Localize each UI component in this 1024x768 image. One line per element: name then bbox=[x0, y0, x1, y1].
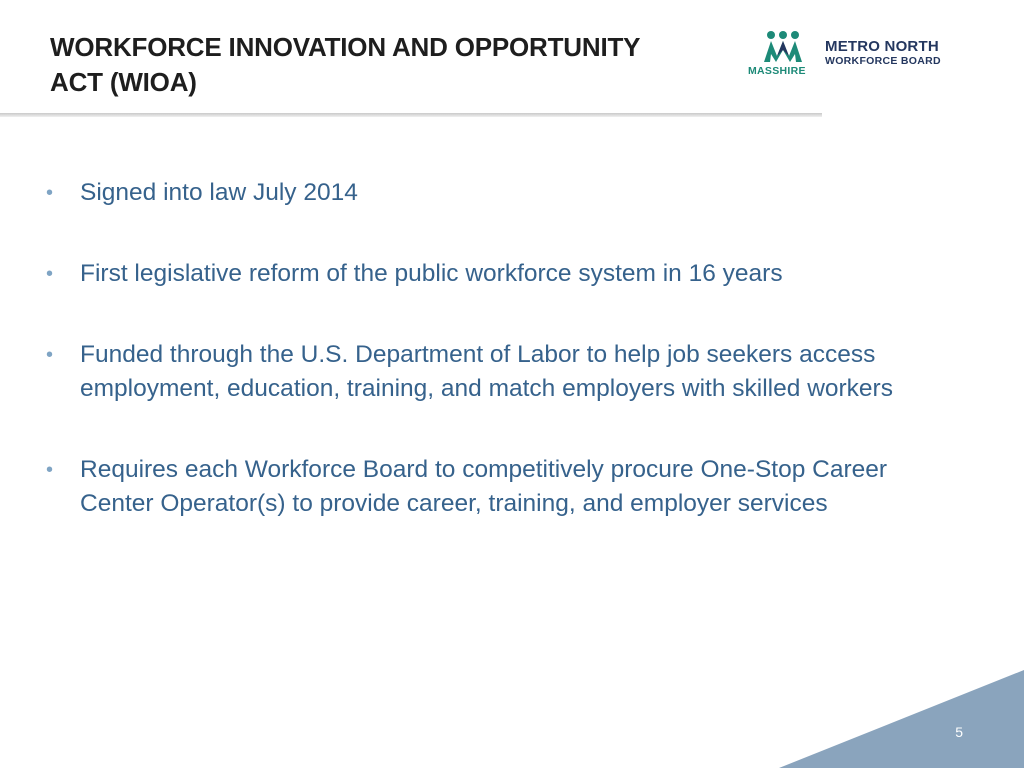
bullet-text: Signed into law July 2014 bbox=[80, 179, 358, 206]
logo-workforce-board-text: WORKFORCE BOARD bbox=[825, 55, 941, 67]
bullet-item bbox=[46, 453, 946, 521]
bullet-marker: • bbox=[46, 182, 54, 204]
slide-title-line-1: WORKFORCE INNOVATION AND OPPORTUNITY bbox=[50, 32, 641, 62]
bullet-text: Requires each Workforce Board to competitively procure One-Stop Career Center Operator(s) to provide career, training, and employer services bbox=[80, 456, 888, 517]
page-number: 5 bbox=[955, 724, 963, 740]
slide-title bbox=[50, 30, 730, 100]
slide-title-line-2: ACT (WIOA) bbox=[50, 67, 197, 97]
bullet-text: Funded through the U.S. Department of Labor to help job seekers access employment, education, training, and match employers with skilled workers bbox=[80, 341, 893, 402]
masshire-metro-north-logo bbox=[748, 30, 978, 80]
bullet-item bbox=[46, 338, 946, 406]
bullet-marker: • bbox=[46, 263, 54, 285]
logo-metro-north-text: METRO NORTH bbox=[825, 38, 939, 55]
bullet-list bbox=[46, 176, 946, 568]
bullet-marker: • bbox=[46, 459, 54, 481]
corner-decoration bbox=[779, 670, 1024, 768]
logo-masshire-text: MASSHIRE bbox=[748, 65, 806, 77]
masshire-figures-icon bbox=[762, 30, 804, 64]
bullet-item bbox=[46, 176, 946, 210]
bullet-item bbox=[46, 257, 946, 291]
header-divider bbox=[0, 113, 822, 117]
bullet-marker: • bbox=[46, 344, 54, 366]
bullet-text: First legislative reform of the public workforce system in 16 years bbox=[80, 260, 783, 287]
